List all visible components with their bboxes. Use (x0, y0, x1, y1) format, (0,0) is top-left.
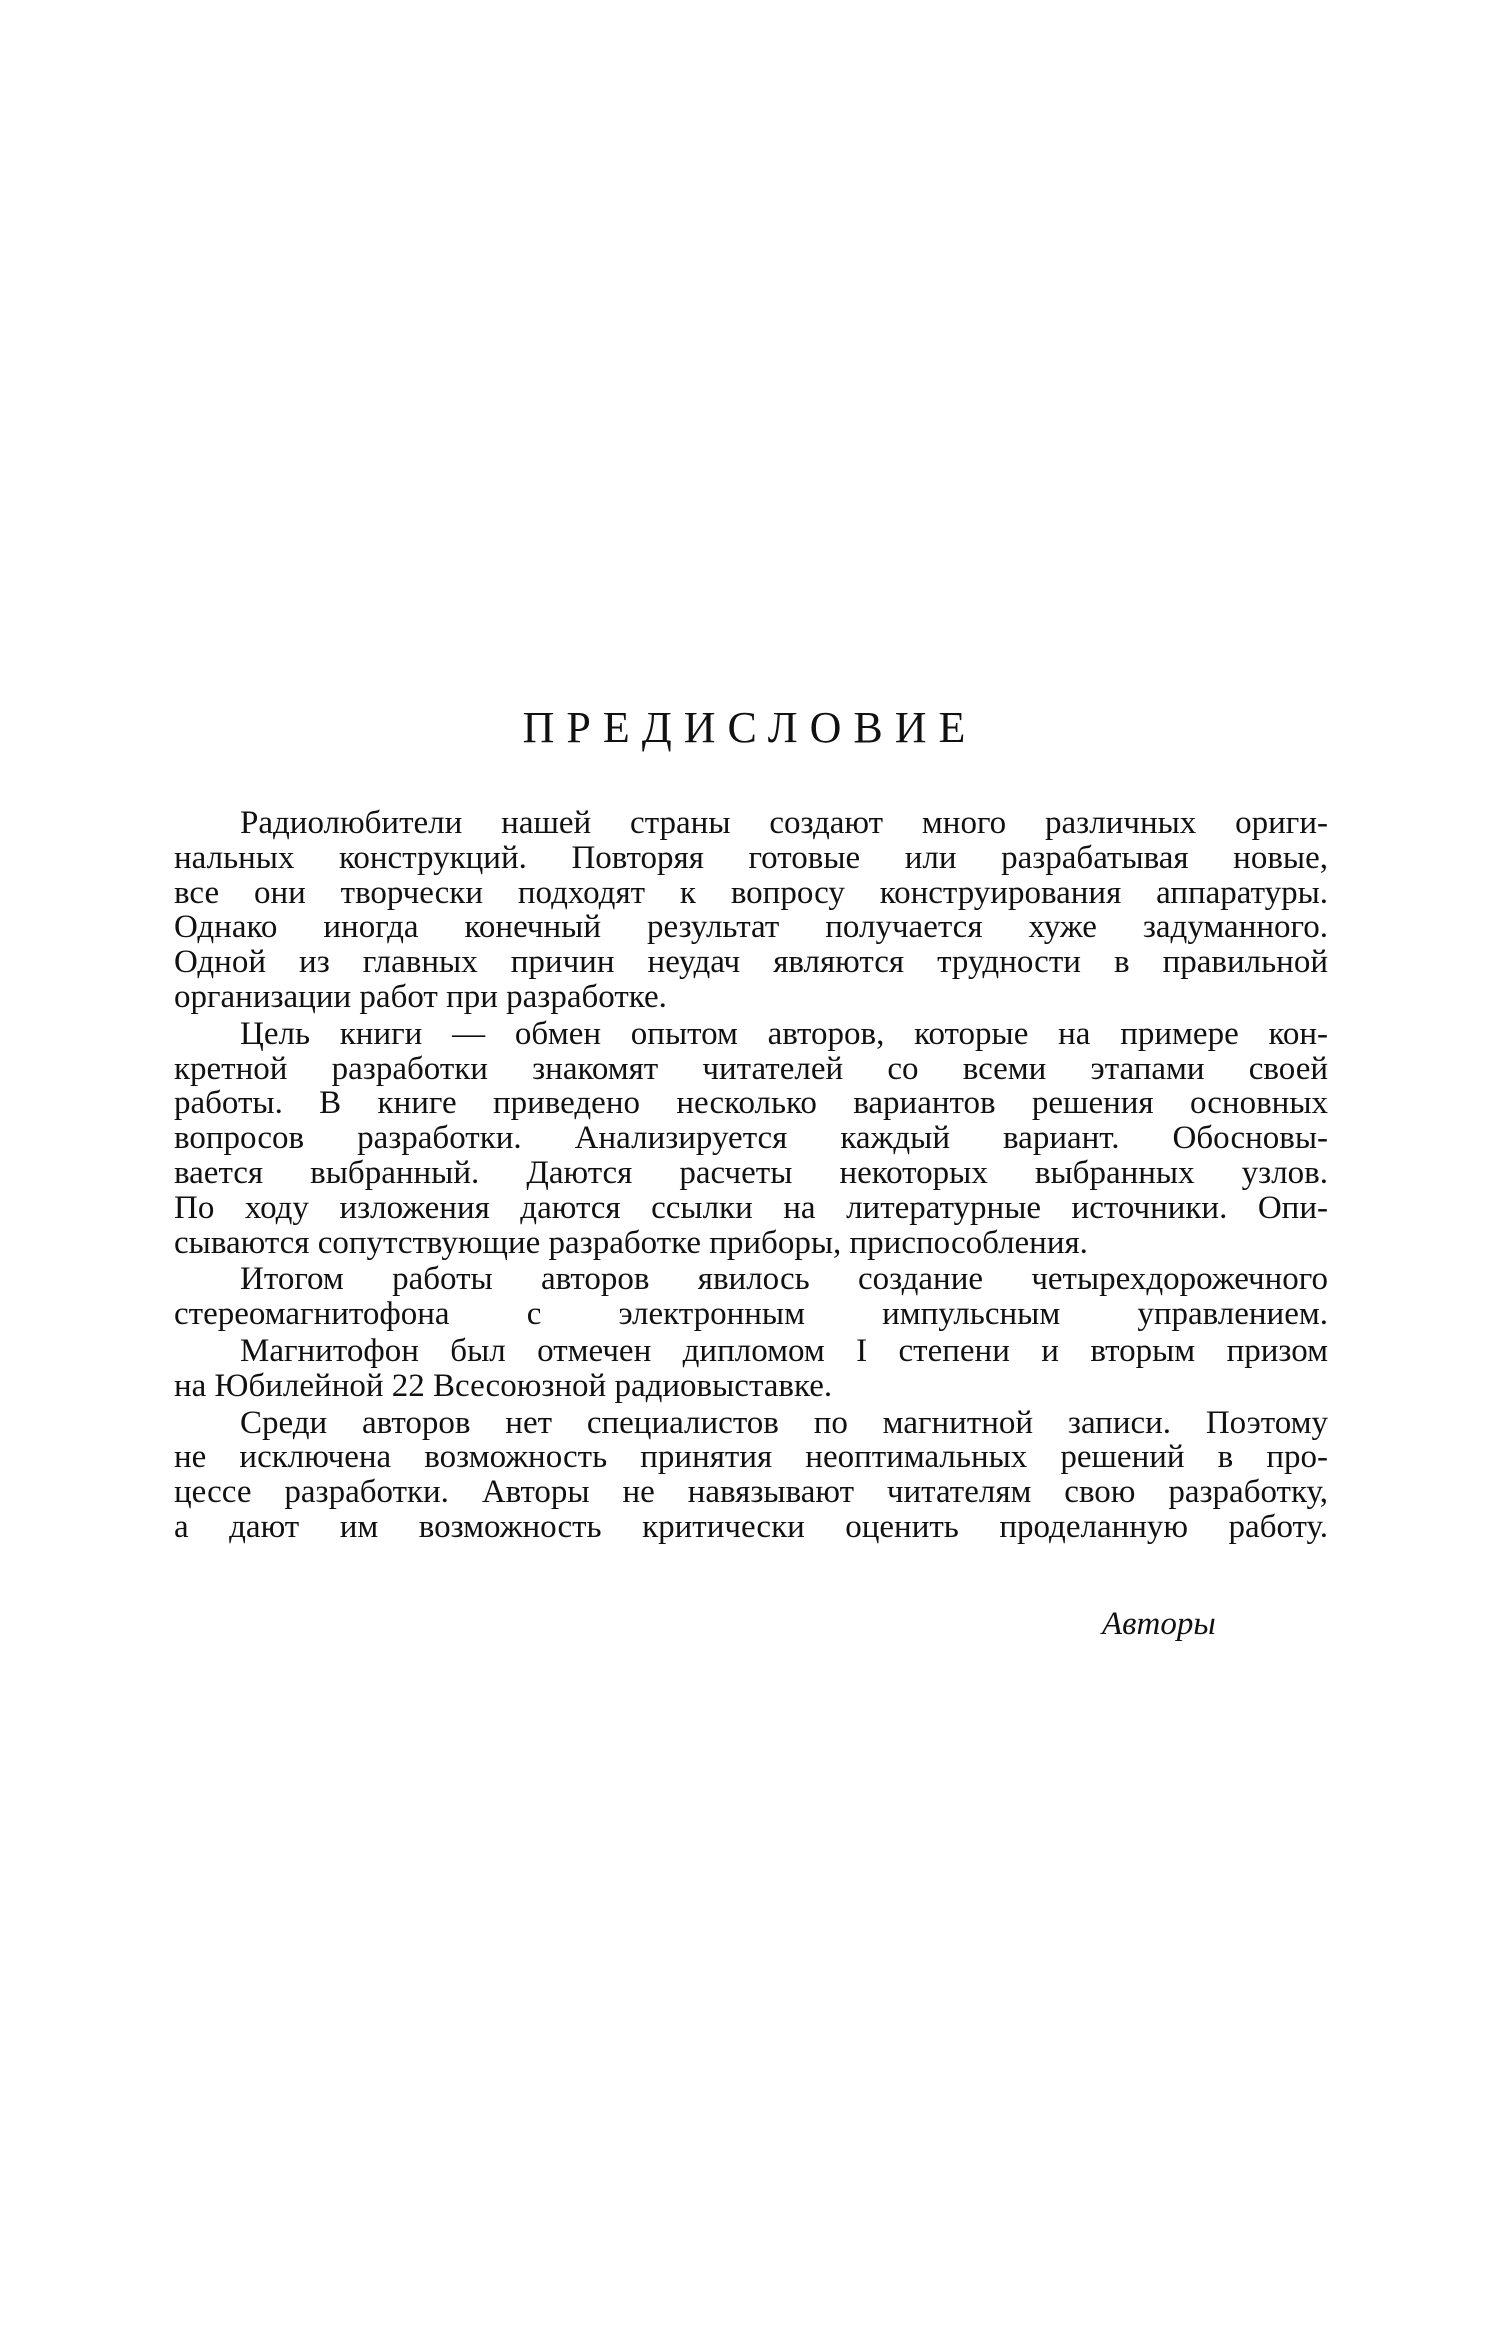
paragraph (174, 1334, 1328, 1404)
text-line: По ходу изложения даются ссылки на литературные источники. Опи- (174, 1189, 1328, 1226)
text-line: Цель книги — обмен опытом авторов, которые на примере кон- (240, 1015, 1328, 1052)
signature: Авторы (1102, 1606, 1216, 1642)
paragraph (174, 806, 1328, 1015)
text-line: Итогом работы авторов явилось создание четырехдорожечного (240, 1261, 1328, 1298)
page-title: ПРЕДИСЛОВИЕ (522, 703, 978, 752)
text-line: Среди авторов нет специалистов по магнитной записи. Поэтому (240, 1404, 1328, 1441)
text-line: на Юбилейной 22 Всесоюзной радиовыставке. (174, 1367, 833, 1404)
paragraph (174, 1262, 1328, 1332)
paragraph (174, 1406, 1328, 1545)
text-line: организации работ при разработке. (174, 978, 667, 1015)
text-line: стереомагнитофона с электронным импульсным управлением. (174, 1296, 1328, 1333)
text-line: Радиолюбители нашей страны создают много различных ориги- (240, 805, 1328, 841)
text-line: сываются сопутствующие разработке приборы, приспособления. (174, 1224, 1088, 1261)
text-line: нальных конструкций. Повторяя готовые или разрабатывая новые, (174, 839, 1328, 876)
text-line: Магнитофон был отмечен дипломом I степени и вторым призом (240, 1332, 1328, 1369)
text-line: а дают им возможность критически оценить проделанную работу. (174, 1508, 1328, 1545)
text-line: кретной разработки знакомят читателей со всеми этапами своей (174, 1050, 1328, 1087)
paragraph (174, 1017, 1328, 1261)
text-line: Однако иногда конечный результат получается хуже задуманного. (174, 909, 1328, 946)
text-line: вопросов разработки. Анализируется каждый вариант. Обосновы- (174, 1120, 1328, 1157)
text-line: цессе разработки. Авторы не навязывают читателям свою разработку, (174, 1474, 1328, 1511)
preface-body (174, 806, 1328, 1545)
text-line: все они творчески подходят к вопросу конструирования аппаратуры. (174, 874, 1328, 911)
text-line: вается выбранный. Даются расчеты некоторых выбранных узлов. (174, 1154, 1328, 1191)
text-line: не исключена возможность принятия неоптимальных решений в про- (174, 1439, 1328, 1476)
text-line: работы. В книге приведено несколько вариантов решения основных (174, 1085, 1328, 1122)
text-line: Одной из главных причин неудач являются трудности в правильной (174, 944, 1328, 981)
